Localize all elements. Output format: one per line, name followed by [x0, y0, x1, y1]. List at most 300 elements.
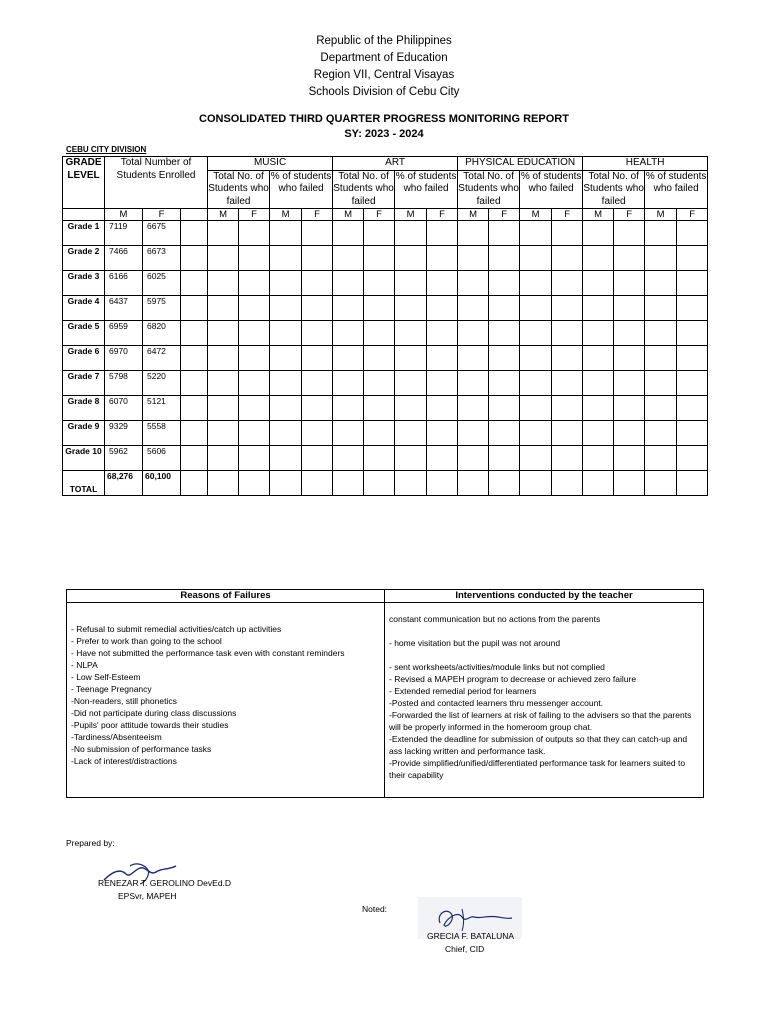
empty-cell	[239, 371, 270, 396]
enrolled-male: 9329	[105, 421, 143, 446]
grade-label: Grade 10	[63, 446, 105, 471]
subject-header-health: HEALTH	[583, 157, 708, 171]
enrolled-male: 7119	[105, 221, 143, 246]
subject-m-label: M	[520, 209, 552, 221]
empty-cell	[333, 371, 364, 396]
subject-f-label: F	[489, 209, 520, 221]
empty-cell	[302, 346, 333, 371]
subject-m-label: M	[208, 209, 239, 221]
empty-cell	[208, 296, 239, 321]
empty-cell	[270, 446, 302, 471]
empty-cell	[395, 471, 427, 496]
empty-cell	[364, 371, 395, 396]
table-row	[63, 321, 708, 346]
enrolled-female: 5121	[143, 396, 181, 421]
empty-cell	[208, 271, 239, 296]
empty-cell	[302, 421, 333, 446]
empty-cell	[677, 421, 708, 446]
empty-cell	[364, 296, 395, 321]
empty-cell	[614, 296, 645, 321]
empty-cell	[427, 246, 458, 271]
empty-cell	[614, 246, 645, 271]
intervention-item: - Revised a MAPEH program to decrease or achieved zero failure	[389, 674, 637, 684]
empty-cell	[552, 421, 583, 446]
empty-cell	[677, 321, 708, 346]
subject-f-label: F	[239, 209, 270, 221]
empty-cell	[270, 221, 302, 246]
empty-cell	[333, 421, 364, 446]
empty-cell	[489, 296, 520, 321]
empty-cell	[583, 246, 614, 271]
empty-cell	[302, 221, 333, 246]
empty-cell	[239, 271, 270, 296]
subject-m-label: M	[458, 209, 489, 221]
intervention-item: -Forwarded the list of learners at risk of failing to the advisers so that the parents will be properly informed in the homeroom group chat.	[389, 710, 692, 732]
empty-cell	[395, 371, 427, 396]
empty-cell	[302, 246, 333, 271]
empty-cell	[239, 221, 270, 246]
enrolled-male: 6970	[105, 346, 143, 371]
empty-cell	[181, 271, 208, 296]
empty-cell	[208, 221, 239, 246]
empty-cell	[427, 371, 458, 396]
empty-cell	[677, 371, 708, 396]
empty-cell	[395, 321, 427, 346]
empty-cell	[364, 471, 395, 496]
enrolled-male: 7466	[105, 246, 143, 271]
empty-cell	[458, 421, 489, 446]
report-title	[0, 112, 768, 142]
total-row	[63, 471, 708, 496]
reasons-interventions-table	[66, 589, 704, 798]
enrolled-male: 6959	[105, 321, 143, 346]
empty-cell	[333, 396, 364, 421]
empty-cell	[270, 396, 302, 421]
empty-cell	[458, 371, 489, 396]
empty-cell	[239, 321, 270, 346]
empty-cell	[552, 221, 583, 246]
interventions-cell	[385, 603, 704, 798]
empty-cell	[520, 246, 552, 271]
empty-cell	[583, 446, 614, 471]
subject-m-label: M	[333, 209, 364, 221]
empty-cell	[645, 271, 677, 296]
intervention-item: constant communication but no actions from the parents	[389, 614, 601, 624]
reasons-cell	[67, 603, 385, 798]
empty-cell	[520, 371, 552, 396]
header-division: Schools Division of Cebu City	[308, 86, 460, 98]
empty-cell	[583, 421, 614, 446]
enrolled-female: 6675	[143, 221, 181, 246]
empty-cell	[364, 271, 395, 296]
total-failed-header-1: Total No. of Students who failed	[333, 170, 394, 207]
division-label: CEBU CITY DIVISION	[66, 145, 147, 154]
empty-cell	[489, 471, 520, 496]
empty-cell	[552, 446, 583, 471]
enrolled-header: Total Number of Students Enrolled	[105, 157, 208, 209]
empty-cell	[552, 271, 583, 296]
empty-cell	[395, 396, 427, 421]
empty-cell	[677, 446, 708, 471]
total-label: TOTAL	[63, 471, 105, 496]
empty-cell	[333, 346, 364, 371]
empty-cell	[270, 346, 302, 371]
enrolled-female: 6472	[143, 346, 181, 371]
empty-cell	[395, 421, 427, 446]
empty-cell	[552, 321, 583, 346]
failure-reason-item: -Non-readers, still phonetics	[71, 696, 177, 706]
failure-reason-item: -Lack of interest/distractions	[71, 756, 177, 766]
empty-cell	[614, 446, 645, 471]
empty-cell	[458, 471, 489, 496]
empty-cell	[489, 421, 520, 446]
empty-cell	[677, 221, 708, 246]
empty-cell	[333, 446, 364, 471]
report-school-year: SY: 2023 - 2024	[344, 128, 424, 140]
empty-cell	[181, 471, 208, 496]
enrolled-female: 5558	[143, 421, 181, 446]
failure-reason-item: - NLPA	[71, 660, 98, 670]
empty-cell	[333, 271, 364, 296]
total-male: 68,276	[105, 471, 143, 496]
empty-cell	[614, 471, 645, 496]
grade-label: Grade 7	[63, 371, 105, 396]
report-title-main: CONSOLIDATED THIRD QUARTER PROGRESS MONITORING REPORT	[199, 113, 569, 125]
empty-cell	[489, 221, 520, 246]
enrolled-female: 5220	[143, 371, 181, 396]
empty-cell	[364, 321, 395, 346]
enrolled-male: 6070	[105, 396, 143, 421]
empty-cell	[520, 346, 552, 371]
empty-cell	[302, 446, 333, 471]
empty-cell	[552, 471, 583, 496]
enrolled-f-label: F	[143, 209, 181, 221]
intervention-item	[389, 649, 699, 661]
empty-cell	[489, 446, 520, 471]
table-row	[63, 346, 708, 371]
empty-cell	[427, 421, 458, 446]
empty-cell	[395, 446, 427, 471]
subject-header-pe: PHYSICAL EDUCATION	[458, 157, 583, 171]
empty-cell	[614, 321, 645, 346]
empty-cell	[552, 346, 583, 371]
noted-label: Noted:	[362, 904, 388, 914]
intervention-item: -Provide simplified/unified/differentiated performance task for learners suited to their capability	[389, 758, 686, 780]
subject-m-label: M	[645, 209, 677, 221]
empty-cell	[645, 471, 677, 496]
empty-cell	[552, 396, 583, 421]
enrolled-female: 5606	[143, 446, 181, 471]
header-region: Region VII, Central Visayas	[313, 69, 455, 81]
empty-cell	[458, 296, 489, 321]
empty-cell	[427, 296, 458, 321]
table-row	[63, 246, 708, 271]
empty-cell	[333, 471, 364, 496]
intervention-item: - Extended remedial period for learners	[389, 686, 537, 696]
empty-cell	[427, 471, 458, 496]
enrolled-male: 5798	[105, 371, 143, 396]
failure-reason-item: -Pupils' poor attitude towards their studies	[71, 720, 229, 730]
empty-cell	[583, 221, 614, 246]
empty-cell	[427, 221, 458, 246]
empty-cell	[583, 296, 614, 321]
empty-cell	[583, 271, 614, 296]
empty-cell	[181, 246, 208, 271]
empty-cell	[520, 421, 552, 446]
empty-cell	[614, 396, 645, 421]
empty-cell	[239, 446, 270, 471]
empty-cell	[458, 446, 489, 471]
empty-cell	[395, 296, 427, 321]
intervention-item: - sent worksheets/activities/module links but not complied	[389, 662, 605, 672]
empty-cell	[458, 346, 489, 371]
empty-cell	[239, 471, 270, 496]
empty-cell	[302, 396, 333, 421]
preparer-position: EPSvr, MAPEH	[118, 891, 177, 901]
empty-cell	[302, 271, 333, 296]
empty-cell	[364, 421, 395, 446]
subject-m-label: M	[270, 209, 302, 221]
empty-cell	[208, 471, 239, 496]
failure-reason-item: -Tardiness/Absenteeism	[71, 732, 162, 742]
empty-cell	[181, 221, 208, 246]
empty-cell	[520, 296, 552, 321]
empty-cell	[270, 471, 302, 496]
empty-cell	[181, 346, 208, 371]
noter-name: GRECIA F. BATALUNA	[427, 931, 515, 941]
empty-cell	[614, 421, 645, 446]
empty-cell	[645, 371, 677, 396]
grade-label: Grade 9	[63, 421, 105, 446]
prepared-by-label: Prepared by:	[66, 838, 115, 848]
empty-cell	[677, 471, 708, 496]
failure-reason-item: - Have not submitted the performance task even with constant reminders	[71, 648, 345, 658]
empty-cell	[270, 321, 302, 346]
empty-cell	[677, 271, 708, 296]
table-row	[63, 221, 708, 246]
empty-cell	[181, 321, 208, 346]
empty-cell	[583, 396, 614, 421]
failure-reason-item: - Low Self-Esteem	[71, 672, 141, 682]
empty-cell	[181, 371, 208, 396]
empty-cell	[208, 446, 239, 471]
empty-cell	[614, 271, 645, 296]
empty-cell	[489, 371, 520, 396]
empty-cell	[208, 421, 239, 446]
empty-cell	[427, 321, 458, 346]
header-department: Department of Education	[320, 52, 448, 64]
empty-cell	[520, 471, 552, 496]
grade-label: Grade 5	[63, 321, 105, 346]
subject-header-music: MUSIC	[208, 157, 333, 171]
empty-cell	[677, 296, 708, 321]
failure-reason-item: - Refusal to submit remedial activities/catch up activities	[71, 624, 282, 634]
empty-cell	[427, 346, 458, 371]
empty-cell	[208, 371, 239, 396]
table-row	[63, 296, 708, 321]
empty-cell	[645, 246, 677, 271]
grade-label: Grade 2	[63, 246, 105, 271]
empty-cell	[614, 371, 645, 396]
enrolled-male: 6166	[105, 271, 143, 296]
empty-cell	[677, 396, 708, 421]
empty-cell	[208, 396, 239, 421]
empty-cell	[427, 446, 458, 471]
empty-cell	[458, 396, 489, 421]
failure-reason-item: -Did not participate during class discussions	[71, 708, 237, 718]
subject-f-label: F	[614, 209, 645, 221]
table-row	[63, 446, 708, 471]
grade-label: Grade 3	[63, 271, 105, 296]
empty-cell	[333, 296, 364, 321]
empty-cell	[520, 446, 552, 471]
intervention-item	[389, 625, 699, 637]
empty-cell	[364, 446, 395, 471]
intervention-item: -Posted and contacted learners thru messenger account.	[389, 698, 604, 708]
empty-cell	[208, 321, 239, 346]
empty-cell	[552, 246, 583, 271]
empty-cell	[645, 421, 677, 446]
subject-m-label: M	[583, 209, 614, 221]
percent-failed-header-2: % of students who failed	[520, 170, 583, 209]
empty-cell	[270, 271, 302, 296]
intervention-item: -Extended the deadline for submission of outputs so that they can catch-up and ass lacking written and performance task.	[389, 734, 688, 756]
empty-cell	[552, 371, 583, 396]
grade-label: Grade 6	[63, 346, 105, 371]
empty-cell	[333, 246, 364, 271]
total-failed-header-2: Total No. of Students who failed	[458, 170, 519, 207]
empty-cell	[239, 246, 270, 271]
subject-f-label: F	[677, 209, 708, 221]
empty-cell	[614, 346, 645, 371]
enrolled-female: 6025	[143, 271, 181, 296]
empty-cell	[364, 396, 395, 421]
enrolled-male: 5962	[105, 446, 143, 471]
enrolled-female: 6673	[143, 246, 181, 271]
failure-reason-item: -No submission of performance tasks	[71, 744, 212, 754]
mf-row-blank	[63, 209, 105, 221]
failure-reason-item: - Teenage Pregnancy	[71, 684, 152, 694]
empty-cell	[583, 346, 614, 371]
empty-cell	[239, 396, 270, 421]
empty-cell	[583, 371, 614, 396]
empty-cell	[395, 221, 427, 246]
empty-cell	[489, 246, 520, 271]
empty-cell	[583, 321, 614, 346]
table-row	[63, 271, 708, 296]
enrolled-male: 6437	[105, 296, 143, 321]
empty-cell	[677, 346, 708, 371]
empty-cell	[208, 246, 239, 271]
empty-cell	[270, 371, 302, 396]
empty-cell	[302, 471, 333, 496]
empty-cell	[677, 246, 708, 271]
mf-row-blank	[181, 209, 208, 221]
empty-cell	[270, 421, 302, 446]
empty-cell	[364, 346, 395, 371]
empty-cell	[458, 246, 489, 271]
progress-table	[62, 156, 708, 496]
enrolled-female: 5975	[143, 296, 181, 321]
interventions-header: Interventions conducted by the teacher	[385, 590, 704, 603]
failure-reason-item: - Prefer to work than going to the school	[71, 636, 222, 646]
percent-failed-header-3: % of students who failed	[645, 170, 708, 209]
noter-position: Chief, CID	[445, 944, 485, 954]
document-header	[0, 33, 768, 101]
subject-header-art: ART	[333, 157, 458, 171]
empty-cell	[645, 321, 677, 346]
empty-cell	[520, 321, 552, 346]
empty-cell	[489, 271, 520, 296]
subject-f-label: F	[302, 209, 333, 221]
grade-label: Grade 4	[63, 296, 105, 321]
subject-f-label: F	[427, 209, 458, 221]
empty-cell	[270, 296, 302, 321]
grade-label: Grade 1	[63, 221, 105, 246]
grade-level-header: GRADE LEVEL	[63, 157, 105, 209]
table-row	[63, 396, 708, 421]
empty-cell	[427, 396, 458, 421]
grade-label: Grade 8	[63, 396, 105, 421]
empty-cell	[489, 346, 520, 371]
empty-cell	[552, 296, 583, 321]
empty-cell	[583, 471, 614, 496]
table-row	[63, 371, 708, 396]
empty-cell	[239, 421, 270, 446]
empty-cell	[364, 221, 395, 246]
empty-cell	[181, 396, 208, 421]
empty-cell	[645, 346, 677, 371]
empty-cell	[181, 296, 208, 321]
empty-cell	[395, 346, 427, 371]
empty-cell	[333, 321, 364, 346]
empty-cell	[302, 321, 333, 346]
empty-cell	[458, 271, 489, 296]
empty-cell	[645, 221, 677, 246]
empty-cell	[270, 246, 302, 271]
empty-cell	[239, 346, 270, 371]
empty-cell	[458, 321, 489, 346]
empty-cell	[614, 221, 645, 246]
empty-cell	[489, 321, 520, 346]
total-female: 60,100	[143, 471, 181, 496]
enrolled-female: 6820	[143, 321, 181, 346]
empty-cell	[427, 271, 458, 296]
empty-cell	[395, 246, 427, 271]
empty-cell	[302, 296, 333, 321]
empty-cell	[208, 346, 239, 371]
table-row	[63, 421, 708, 446]
empty-cell	[520, 396, 552, 421]
empty-cell	[645, 296, 677, 321]
subject-f-label: F	[364, 209, 395, 221]
total-failed-header-3: Total No. of Students who failed	[583, 170, 644, 207]
percent-failed-header-0: % of students who failed	[270, 170, 333, 209]
empty-cell	[395, 271, 427, 296]
empty-cell	[333, 221, 364, 246]
empty-cell	[520, 221, 552, 246]
empty-cell	[181, 421, 208, 446]
empty-cell	[239, 296, 270, 321]
empty-cell	[489, 396, 520, 421]
empty-cell	[645, 446, 677, 471]
enrolled-m-label: M	[105, 209, 143, 221]
empty-cell	[520, 271, 552, 296]
subject-f-label: F	[552, 209, 583, 221]
empty-cell	[364, 246, 395, 271]
reasons-header: Reasons of Failures	[67, 590, 385, 603]
empty-cell	[458, 221, 489, 246]
